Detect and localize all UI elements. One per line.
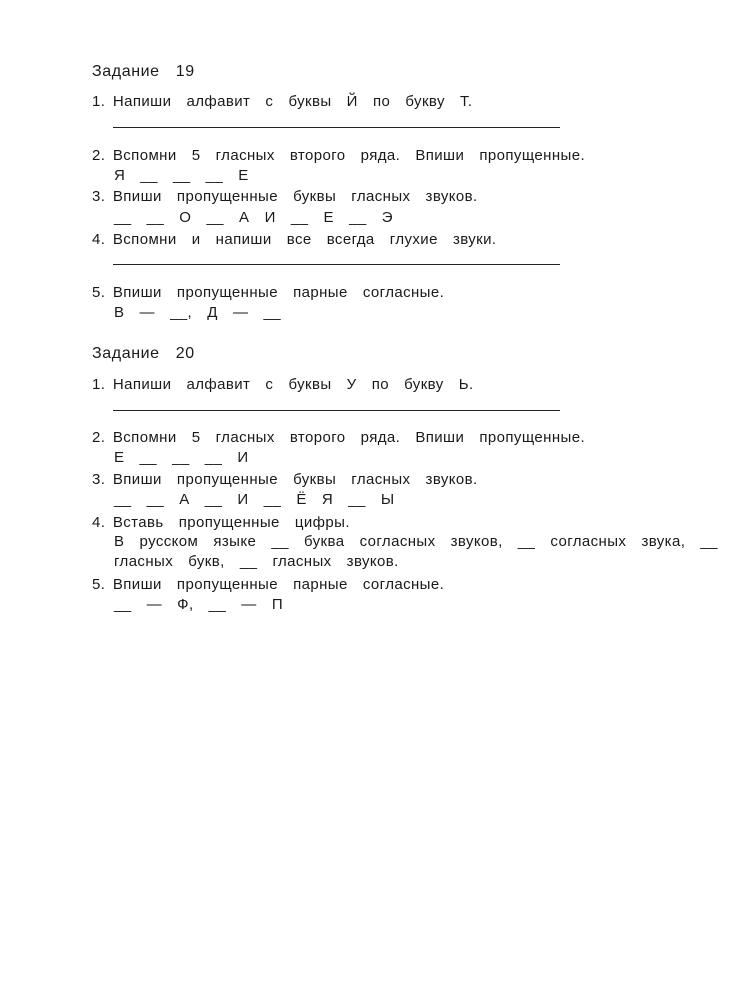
task-19-answer-line-1[interactable]	[113, 127, 560, 128]
task-19-answer-line-4[interactable]	[113, 264, 560, 265]
task-20-question-4: 4. Вставь пропущенные цифры.	[92, 514, 350, 531]
task-20-answer-line-1[interactable]	[113, 410, 560, 411]
task-20-fill-line-2[interactable]: гласных букв, __ гласных звуков.	[114, 553, 399, 570]
task-19-question-5: 5. Впиши пропущенные парные согласные.	[92, 284, 445, 301]
task-19-title: Задание 19	[92, 63, 195, 80]
task-20-answer-3[interactable]: __ __ А __ И __ Ё Я __ Ы	[114, 491, 395, 508]
task-20-answer-5[interactable]: __ — Ф, __ — П	[114, 596, 283, 613]
task-20-fill-line-1[interactable]: В русском языке __ буква согласных звуков, __ согласных звука, __	[114, 533, 718, 550]
task-19-question-4: 4. Вспомни и напиши все всегда глухие звуки.	[92, 231, 497, 248]
task-20-title: Задание 20	[92, 345, 195, 362]
task-19-answer-3[interactable]: __ __ О __ А И __ Е __ Э	[114, 209, 393, 226]
task-20-question-5: 5. Впиши пропущенные парные согласные.	[92, 576, 445, 593]
task-19-question-2: 2. Вспомни 5 гласных второго ряда. Впиши пропущенные.	[92, 147, 586, 164]
task-20-question-1: 1. Напиши алфавит с буквы У по букву Ь.	[92, 376, 474, 393]
task-19-question-3: 3. Впиши пропущенные буквы гласных звуков.	[92, 188, 478, 205]
task-19-answer-5[interactable]: В — __, Д — __	[114, 304, 281, 321]
task-20-question-3: 3. Впиши пропущенные буквы гласных звуков.	[92, 471, 478, 488]
task-20-answer-2[interactable]: Е __ __ __ И	[114, 449, 249, 466]
task-19-question-1: 1. Напиши алфавит с буквы Й по букву Т.	[92, 93, 473, 110]
task-20-question-2: 2. Вспомни 5 гласных второго ряда. Впиши пропущенные.	[92, 429, 586, 446]
task-19-answer-2[interactable]: Я __ __ __ Е	[114, 167, 249, 184]
